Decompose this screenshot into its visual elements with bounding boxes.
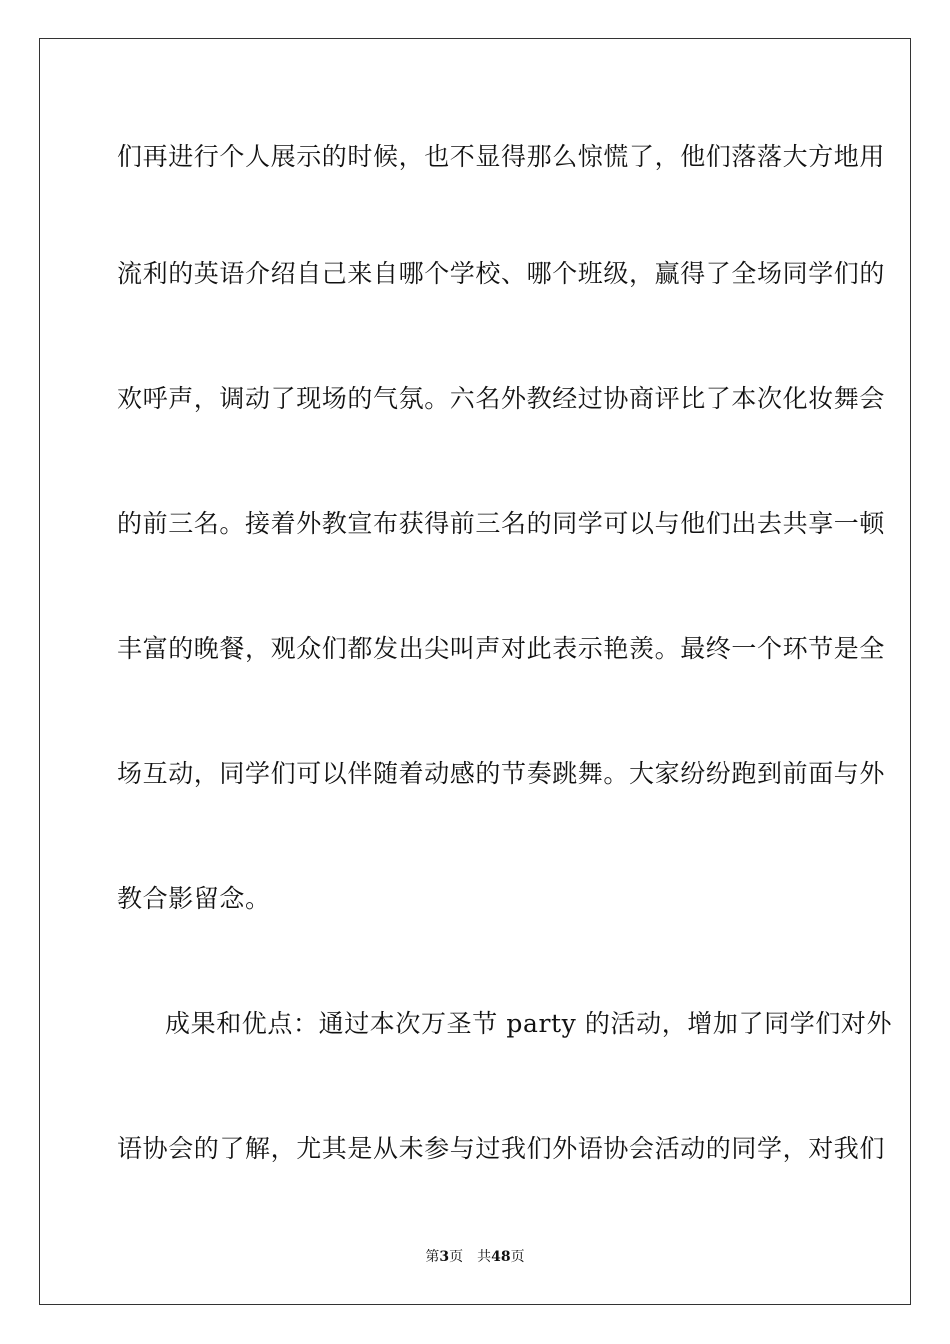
total-pages: 48 bbox=[491, 1249, 511, 1265]
paragraph-line: 教合影留念。 bbox=[117, 884, 271, 913]
paragraph-line: 们再进行个人展示的时候，也不显得那么惊慌了，他们落落大方地用 bbox=[117, 142, 886, 171]
paragraph-line: 丰富的晚餐，观众们都发出尖叫声对此表示艳羡。最终一个环节是全 bbox=[117, 634, 886, 663]
page-suffix: 页 bbox=[449, 1249, 464, 1265]
paragraph-line: 语协会的了解，尤其是从未参与过我们外语协会活动的同学，对我们 bbox=[117, 1134, 886, 1163]
paragraph-line: 流利的英语介绍自己来自哪个学校、哪个班级，赢得了全场同学们的 bbox=[117, 259, 886, 288]
total-suffix: 页 bbox=[510, 1249, 525, 1265]
page-footer bbox=[0, 1248, 950, 1266]
page-number: 3 bbox=[439, 1249, 450, 1265]
paragraph-line: 欢呼声，调动了现场的气氛。六名外教经过协商评比了本次化妆舞会 bbox=[117, 384, 886, 413]
paragraph-line-indented: 成果和优点：通过本次万圣节 party 的活动，增加了同学们对外 bbox=[165, 1009, 893, 1038]
page-border bbox=[39, 38, 911, 1305]
paragraph-line: 的前三名。接着外教宣布获得前三名的同学可以与他们出去共享一顿 bbox=[117, 509, 886, 538]
page-prefix: 第 bbox=[425, 1249, 440, 1265]
paragraph-line: 场互动，同学们可以伴随着动感的节奏跳舞。大家纷纷跑到前面与外 bbox=[117, 759, 886, 788]
total-prefix: 共 bbox=[477, 1249, 492, 1265]
